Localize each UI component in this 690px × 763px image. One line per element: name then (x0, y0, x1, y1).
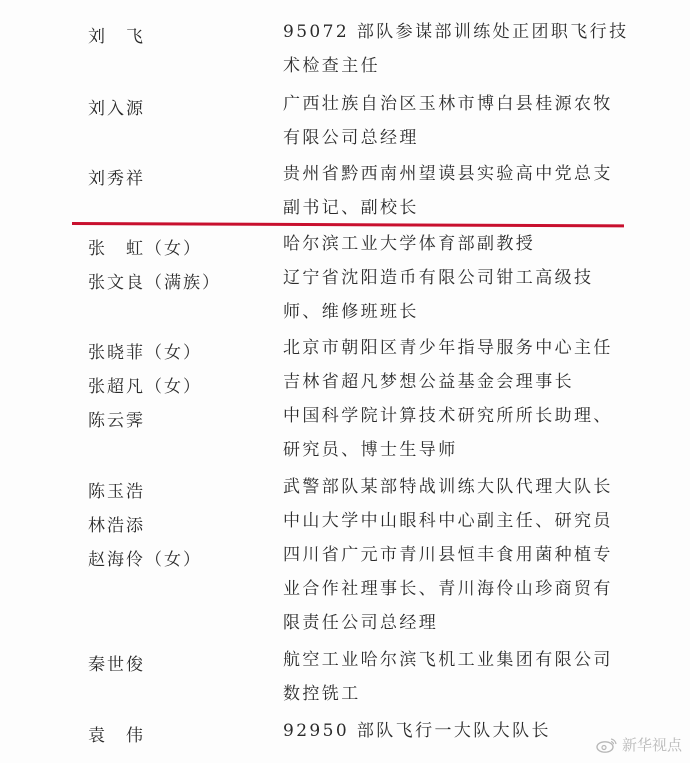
description-line: 航空工业哈尔滨飞机工业集团有限公司 (283, 650, 613, 670)
description-line: 四川省广元市青川县恒丰食用菌种植专 (283, 545, 613, 565)
person-description (283, 406, 623, 474)
person-name: 陈云霁 (88, 411, 145, 431)
description-line: 吉林省超凡梦想公益基金会理事长 (283, 372, 574, 392)
person-description (283, 372, 623, 406)
person-description (283, 511, 623, 545)
person-name: 陈玉浩 (88, 482, 145, 502)
person-description (283, 477, 623, 511)
description-line: 广西壮族自治区玉林市博白县桂源农牧 (283, 94, 613, 114)
description-line: 研究员、博士生导师 (283, 440, 458, 460)
description-line: 95072 部队参谋部训练处正团职飞行技 (283, 22, 629, 42)
person-description (283, 164, 623, 232)
description-line: 数控铣工 (283, 684, 361, 704)
person-name: 刘秀祥 (88, 169, 145, 189)
description-line: 中山大学中山眼科中心副主任、研究员 (283, 511, 613, 531)
person-description (283, 94, 623, 162)
watermark (596, 734, 682, 755)
person-name: 赵海伶（女） (88, 550, 202, 570)
person-name: 刘 飞 (88, 27, 145, 47)
person-name: 张 虹（女） (88, 239, 202, 259)
description-line: 师、维修班班长 (283, 302, 419, 322)
person-name: 袁 伟 (88, 726, 145, 746)
description-line: 哈尔滨工业大学体育部副教授 (283, 234, 536, 254)
person-description (283, 22, 629, 90)
description-line: 武警部队某部特战训练大队代理大队长 (283, 477, 613, 497)
description-line: 术检查主任 (283, 56, 380, 76)
description-line: 北京市朝阳区青少年指导服务中心主任 (283, 338, 613, 358)
person-name: 张文良（满族） (88, 273, 221, 293)
person-description (283, 268, 623, 336)
person-description (283, 234, 623, 268)
description-line: 副书记、副校长 (283, 198, 419, 218)
description-line: 92950 部队飞行一大队大队长 (283, 721, 551, 741)
person-name: 张超凡（女） (88, 377, 202, 397)
person-description (283, 338, 623, 372)
person-description (283, 545, 623, 647)
person-name: 秦世俊 (88, 655, 145, 675)
description-line: 中国科学院计算技术研究所所长助理、 (283, 406, 613, 426)
person-description (283, 721, 623, 755)
watermark-text: 新华视点 (621, 736, 682, 754)
description-line: 限责任公司总经理 (283, 613, 439, 633)
description-line: 辽宁省沈阳造币有限公司钳工高级技 (283, 268, 594, 288)
description-line: 有限公司总经理 (283, 128, 419, 148)
weibo-icon (596, 737, 618, 753)
person-name: 张晓菲（女） (88, 343, 202, 363)
description-line: 业合作社理事长、青川海伶山珍商贸有 (283, 579, 613, 599)
person-name: 刘入源 (88, 99, 145, 119)
person-name: 林浩添 (88, 516, 145, 536)
person-description (283, 650, 623, 718)
description-line: 贵州省黔西南州望谟县实验高中党总支 (283, 164, 613, 184)
